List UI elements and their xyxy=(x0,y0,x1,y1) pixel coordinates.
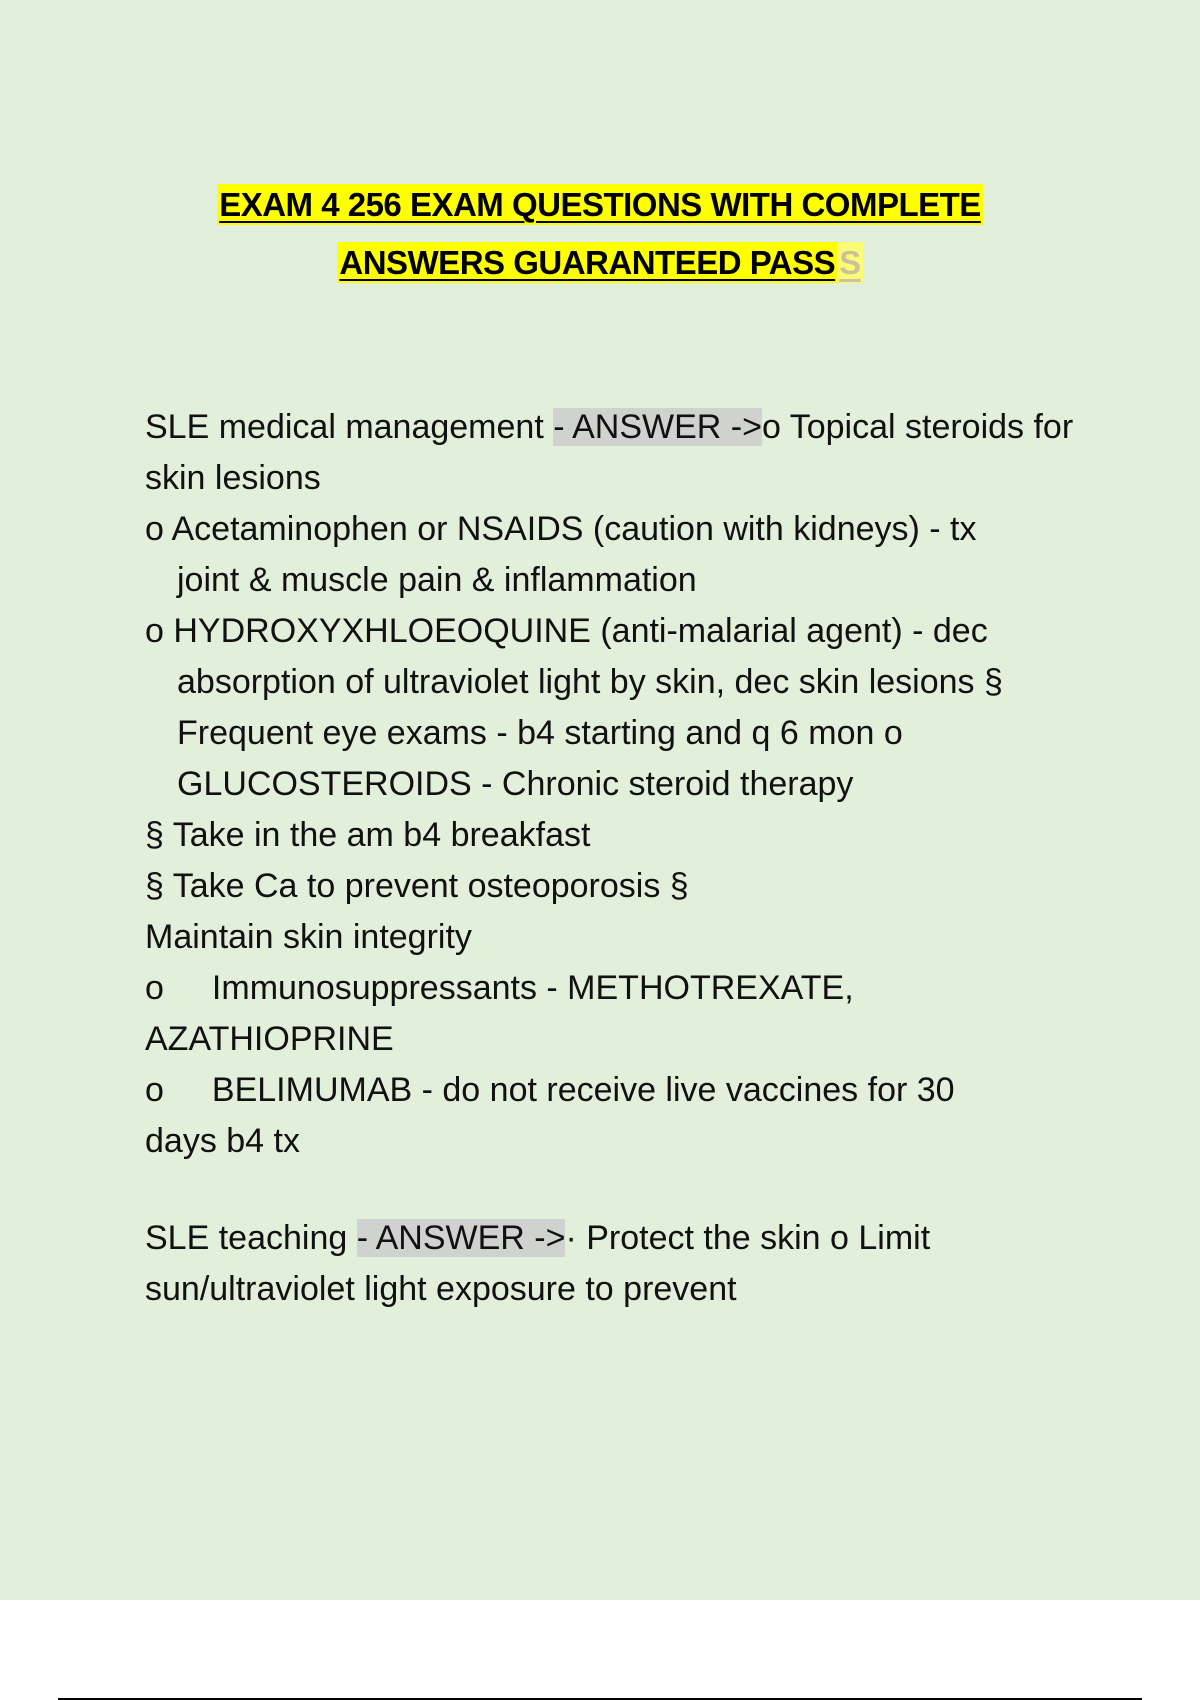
entry-1-bullet-line xyxy=(145,963,1135,1014)
entry-2-question-line xyxy=(145,1213,1135,1264)
entry-1-line: absorption of ultraviolet light by skin, dec skin lesions § xyxy=(177,663,1003,701)
title-line-2-tail: S xyxy=(839,244,861,281)
title-line-1-text: EXAM 4 256 EXAM QUESTIONS WITH COMPLETE xyxy=(219,186,981,223)
entry-1-question: SLE medical management xyxy=(145,408,554,446)
entry-2-answer-start: · Protect the skin o Limit xyxy=(565,1219,931,1257)
bullet-marker: o xyxy=(145,1071,164,1109)
entry-1-line: § Take Ca to prevent osteoporosis § xyxy=(145,867,689,905)
entry-1-line: skin lesions xyxy=(145,459,321,497)
entry-2-question: SLE teaching xyxy=(145,1219,357,1257)
title-line-2-text: ANSWERS GUARANTEED PASS xyxy=(339,244,836,281)
entry-1-line: GLUCOSTEROIDS - Chronic steroid therapy xyxy=(177,765,854,803)
entry-1-line: o HYDROXYXHLOEOQUINE (anti-malarial agent) - dec xyxy=(145,612,988,650)
entry-1-answer-start: o Topical steroids for xyxy=(761,408,1074,446)
document-body xyxy=(145,402,1135,1315)
entry-1-line: AZATHIOPRINE xyxy=(145,1020,394,1058)
entry-1-line-text: BELIMUMAB - do not receive live vaccines for 30 xyxy=(211,1071,955,1109)
entry-1-line: joint & muscle pain & inflammation xyxy=(177,561,697,599)
entry-1-line: § Take in the am b4 breakfast xyxy=(145,816,591,854)
entry-1-line-text: Immunosuppressants - METHOTREXATE, xyxy=(211,969,854,1007)
entry-2-line: sun/ultraviolet light exposure to prevent xyxy=(145,1270,737,1308)
entry-1-line: o Acetaminophen or NSAIDS (caution with kidneys) - tx xyxy=(145,510,977,548)
document-title xyxy=(0,176,1200,292)
bullet-marker: o xyxy=(145,969,164,1007)
entry-1-bullet-line xyxy=(145,1065,1135,1116)
entry-1-line: Frequent eye exams - b4 starting and q 6 mon o xyxy=(177,714,903,752)
entry-1-answer-label: - ANSWER -> xyxy=(553,408,762,446)
entry-2-answer-label: - ANSWER -> xyxy=(356,1219,566,1257)
title-line-1 xyxy=(0,176,1200,234)
title-line-2 xyxy=(0,234,1200,292)
entry-1-line: Maintain skin integrity xyxy=(145,918,472,956)
entry-1-line: days b4 tx xyxy=(145,1122,300,1160)
entry-1-question-line xyxy=(145,402,1135,453)
